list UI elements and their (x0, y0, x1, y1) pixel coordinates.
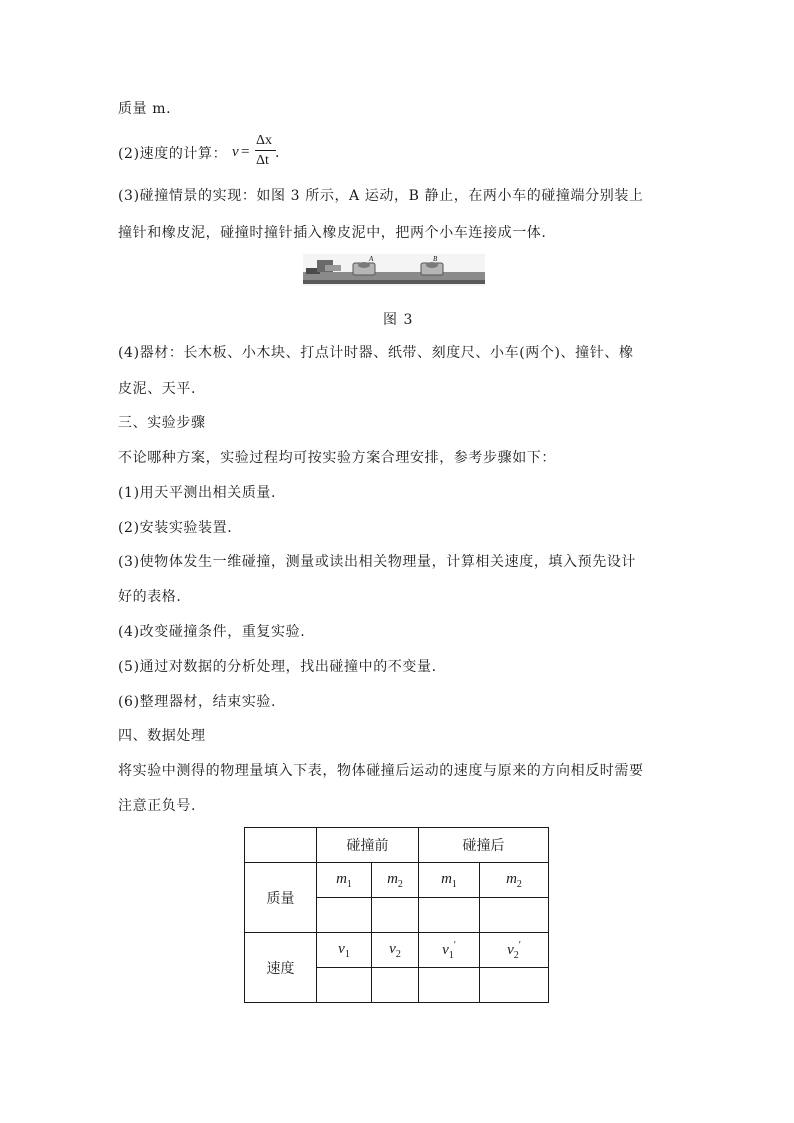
speed-calc-label: (2)速度的计算： (118, 146, 228, 162)
formula-numerator: Δx (256, 133, 273, 148)
row-label-speed: 速度 (245, 933, 317, 1003)
figure-caption: 图 3 (383, 312, 414, 328)
fraction-bar (255, 150, 276, 151)
text-line-data-intro: 将实验中测得的物理量填入下表，物体碰撞后运动的速度与原来的方向相反时需要 (118, 763, 644, 779)
cell-empty (419, 898, 480, 933)
speed-formula (232, 133, 282, 173)
cell-v1-after: $v_1'$ (419, 933, 480, 968)
section-heading-steps: 三、实验步骤 (118, 415, 206, 431)
figure-3-carts-image (303, 254, 485, 286)
section-heading-data: 四、数据处理 (118, 728, 206, 744)
formula-equals: = (241, 144, 250, 160)
row-label-mass: 质量 (245, 863, 317, 933)
cell-empty (317, 968, 372, 1003)
cell-empty (480, 968, 549, 1003)
cell-empty (372, 968, 419, 1003)
cart-a-label: A (369, 255, 374, 263)
text-line-mass: 质量 m. (118, 101, 172, 117)
step-3-cont: 好的表格. (118, 589, 182, 605)
text-line-data-intro-cont: 注意正负号. (118, 798, 197, 814)
data-table (244, 827, 549, 1003)
text-line-collision-scene: (3)碰撞情景的实现：如图 3 所示，A 运动，B 静止，在两小车的碰撞端分别装上 (118, 188, 644, 204)
step-1: (1)用天平测出相关质量. (118, 485, 277, 501)
step-4: (4)改变碰撞条件，重复实验. (118, 624, 306, 640)
text-line-needle: 撞针和橡皮泥，碰撞时撞针插入橡皮泥中，把两个小车连接成一体. (118, 225, 547, 241)
step-6: (6)整理器材，结束实验. (118, 694, 277, 710)
step-2: (2)安装实验装置. (118, 520, 233, 536)
cell-empty (317, 898, 372, 933)
formula-period: . (275, 145, 280, 161)
text-line-equipment-cont: 皮泥、天平. (118, 381, 197, 397)
text-line-equipment: (4)器材：长木板、小木块、打点计时器、纸带、刻度尺、小车(两个)、撞针、橡 (118, 345, 634, 361)
text-line-steps-intro: 不论哪种方案，实验过程均可按实验方案合理安排，参考步骤如下： (118, 450, 556, 466)
cart-b-label: B (433, 255, 438, 263)
cell-empty (480, 898, 549, 933)
header-before: 碰撞前 (317, 828, 419, 863)
step-3: (3)使物体发生一维碰撞，测量或读出相关物理量，计算相关速度，填入预先设计 (118, 554, 637, 570)
cell-v1-before: $v_1$ (317, 933, 372, 968)
cell-m1-after: $m_1$ (419, 863, 480, 898)
cell-m2-before: $m_2$ (372, 863, 419, 898)
header-after: 碰撞后 (419, 828, 549, 863)
table-corner-cell (245, 828, 317, 863)
cell-v2-before: $v_2$ (372, 933, 419, 968)
cell-m2-after: $m_2$ (480, 863, 549, 898)
formula-lhs: v (232, 144, 239, 160)
step-5: (5)通过对数据的分析处理，找出碰撞中的不变量. (118, 659, 437, 675)
cell-v2-after: $v_2'$ (480, 933, 549, 968)
formula-denominator: Δt (256, 153, 269, 168)
cell-empty (372, 898, 419, 933)
cell-m1-before: $m_1$ (317, 863, 372, 898)
cell-empty (419, 968, 480, 1003)
